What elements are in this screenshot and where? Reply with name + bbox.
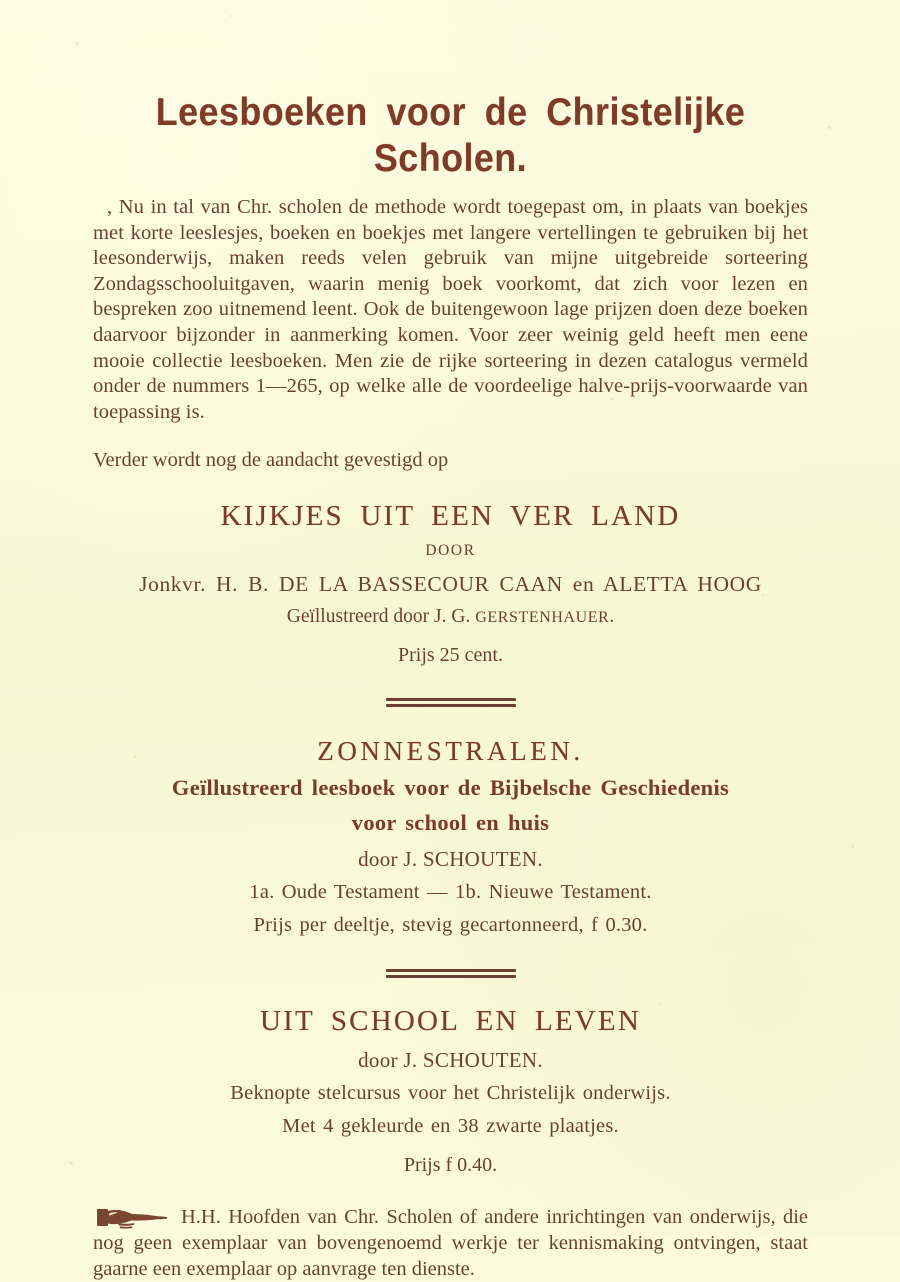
intro-paragraph: , Nu in tal van Chr. scholen de methode wordt toegepast om, in plaats van boekjes met korte leeslesjes, boeken en boekjes met langere vertellingen te gebruiken bij het leesonderwijs, maken reeds velen gebruik van mijne uitgebreide sorteering Zondagsschooluitgaven, waarin menig boek voorkomt, dat zich voor lezen en bespreken zoo uitnemend leent. Ook de buitengewoon lage prijzen doen deze boeken daarvoor bijzonder in aanmerking komen. Voor zeer weinig geld heeft men eene mooie collectie leesboeken. Men zie de rijke sorteering in dezen catalogus vermeld onder de nummers 1—265, op welke alle de voordeelige halve-prijs-voorwaarde van toepassing is.	[93, 196, 808, 423]
price-uit-school-en-leven: Prijs f 0.40.	[403, 1154, 498, 1177]
paper-speck	[69, 1162, 73, 1165]
paper-speck	[828, 126, 831, 129]
section-zonnestralen	[93, 735, 808, 939]
parts-zonnestralen: 1a. Oude Testament — 1b. Nieuwe Testament.	[249, 881, 652, 904]
divider-ornament	[386, 698, 516, 707]
by-label-kijkjes: DOOR	[425, 542, 476, 560]
section-kijkjes	[93, 499, 808, 668]
attention-line: Verder wordt nog de aandacht gevestigd op	[93, 449, 449, 472]
paper-speck	[852, 846, 854, 848]
illustrator-prefix: Geïllustreerd door J. G.	[286, 606, 476, 628]
section-heading-uit-school-en-leven: UIT SCHOOL EN LEVEN	[260, 1005, 641, 1038]
illustrator-name: GERSTENHAUER	[475, 609, 610, 627]
paper-speck	[76, 42, 79, 45]
divider-ornament	[386, 969, 516, 978]
section-uit-school-en-leven	[93, 1004, 808, 1178]
pointing-hand-icon	[96, 1206, 168, 1230]
section-heading-zonnestralen: ZONNESTRALEN.	[317, 736, 584, 767]
section-heading-kijkjes: KIJKJES UIT EEN VER LAND	[220, 500, 681, 533]
subtitle-zonnestralen-line2: voor school en huis	[351, 810, 550, 836]
author-uit-school-en-leven: door J. SCHOUTEN.	[358, 1048, 543, 1073]
page-title: Leesboeken voor de Christelijke Scholen.	[155, 91, 746, 180]
subtitle-zonnestralen-line1: Geïllustreerd leesboek voor de Bijbelsche Geschiedenis	[171, 775, 730, 801]
detail-uit-school-en-leven-line2: Met 4 gekleurde en 38 zwarte plaatjes.	[282, 1115, 619, 1138]
spacer	[93, 1178, 808, 1186]
detail-uit-school-en-leven-line1: Beknopte stelcursus voor het Christelijk onderwijs.	[230, 1082, 671, 1105]
illustrator-suffix: .	[609, 606, 615, 628]
price-kijkjes: Prijs 25 cent.	[398, 644, 503, 667]
illustrator-kijkjes	[93, 604, 808, 630]
footer-notice-paragraph	[93, 1204, 808, 1282]
author-zonnestralen: door J. SCHOUTEN.	[358, 847, 543, 872]
price-zonnestralen: Prijs per deeltje, stevig gecartonneerd, f 0.30.	[253, 914, 648, 937]
footer-notice-text: H.H. Hoofden van Chr. Scholen of andere inrichtingen van onderwijs, die nog geen exemplaar van bovengenoemd werkje ter kennismaking ontvingen, staat gaarne een exemplaar op aanvrage ten dienste.	[93, 1206, 808, 1281]
authors-kijkjes: Jonkvr. H. B. DE LA BASSECOUR CAAN en ALETTA HOOG	[139, 572, 762, 597]
document-content	[93, 0, 808, 1282]
